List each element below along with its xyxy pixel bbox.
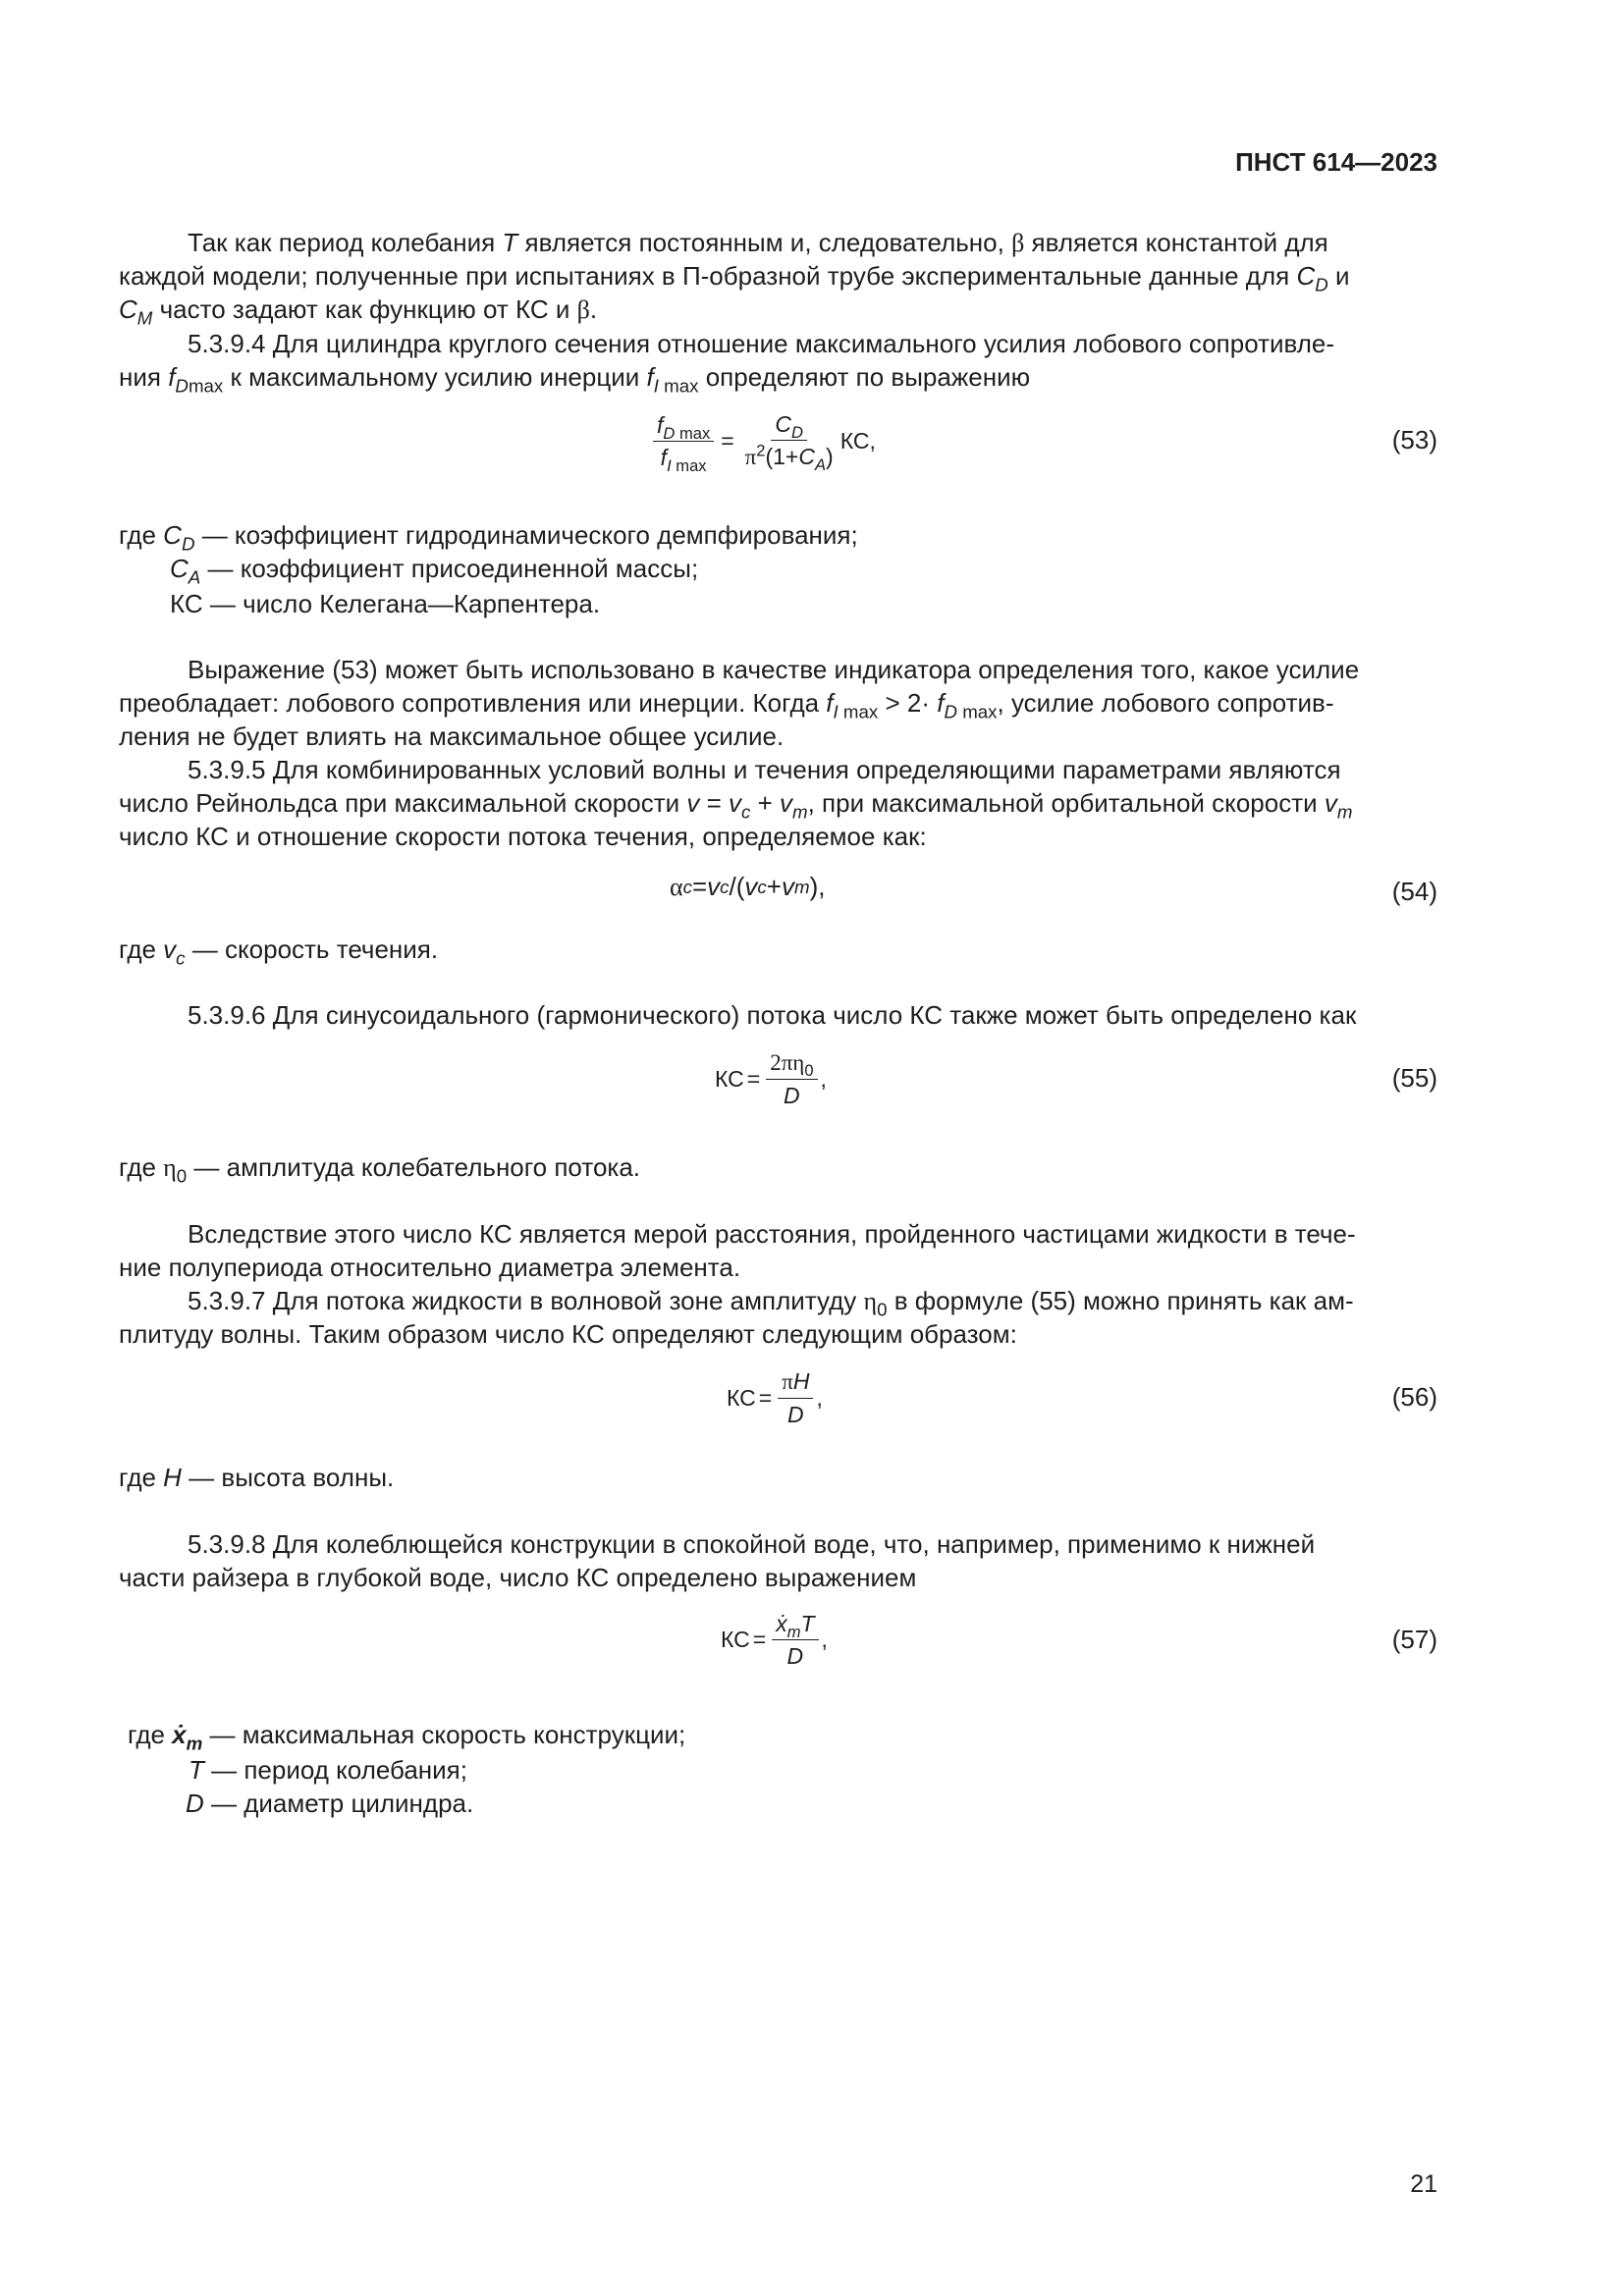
para7-line2: плитуду волны. Таким образом число КС определяют следующим образом:	[119, 1319, 1017, 1349]
para4-line3: число КС и отношение скорости потока течения, определяемое как:	[119, 822, 927, 851]
para1-line1: Так как период колебания T является постоянным и, следовательно, β является константой для	[188, 228, 1328, 257]
equation-53: $\frac{f_{D max}}{f_{I max}}$ = $\frac{C_D}{\pi^2(1+C_A)}$ КС,	[650, 410, 876, 471]
eq53-coefficient: $\frac{C_D}{\pi^2(1+C_A)}$	[744, 411, 834, 474]
para3-line3: ления не будет влиять на максимальное общее усилие.	[119, 721, 785, 751]
para8-line2: части райзера в глубокой воде, число КС определено выражением	[119, 1563, 917, 1592]
equation-number-54: (54)	[1391, 877, 1437, 906]
equation-57: КС = $\frac{ẋ_mT}{D}$ ,	[721, 1611, 828, 1669]
where55-row: где $\eta_0$ — амплитуда колебательного потока.	[119, 1152, 641, 1187]
para7-line1: 5.3.9.7 Для потока жидкости в волновой зоне амплитуду $\eta_0$ в формуле (55) можно принять как ам-	[188, 1286, 1354, 1320]
where53-row2: $C_A$ — коэффициент присоединенной массы;	[170, 554, 699, 588]
para2-line2: ния $f_{Dmax}$ к максимальному усилию инерции $f_{I max}$ определяют по выражению	[119, 362, 1031, 397]
equation-number-57: (57)	[1391, 1625, 1437, 1654]
equation-56: КС = $\frac{\pi H}{D}$ ,	[727, 1368, 823, 1427]
para2-line1: 5.3.9.4 Для цилиндра круглого сечения отношение максимального усилия лобового сопротивле-	[188, 329, 1335, 358]
para4-line1: 5.3.9.5 Для комбинированных условий волны и течения определяющими параметрами являются	[188, 755, 1341, 784]
document-id: ПНСТ 614—2023	[1235, 147, 1437, 177]
para4-line2: число Рейнольдса при максимальной скорости $v = v_c + v_m$, при максимальной орбитальной скорости $v_m$	[119, 788, 1353, 823]
para1-line3: $C_M$ часто задают как функцию от КС и β.	[119, 294, 598, 329]
equation-number-53: (53)	[1391, 425, 1437, 454]
where57-row2: T — период колебания;	[189, 1755, 467, 1785]
para3-line2: преобладает: лобового сопротивления или инерции. Когда $f_{I max} > 2\cdot f_{D max}$, усилие лобового сопротив-	[119, 688, 1334, 722]
eq55-fraction: $\frac{2\pi\eta_0}{D}$	[766, 1048, 817, 1109]
where56-row: где H — высота волны.	[119, 1463, 395, 1492]
para8-line1: 5.3.9.8 Для колеблющейся конструкции в спокойной воде, что, например, применимо к нижней	[188, 1529, 1316, 1559]
equation-number-55: (55)	[1391, 1063, 1437, 1093]
page-number: 21	[1410, 2170, 1437, 2198]
where57-row3: D — диаметр цилиндра.	[186, 1789, 474, 1818]
para5-line1: 5.3.9.6 Для синусоидального (гармонического) потока число КС также может быть определено как	[188, 1000, 1357, 1030]
eq56-fraction: $\frac{\pi H}{D}$	[778, 1367, 813, 1428]
para6-line2: ние полупериода относительно диаметра элемента.	[119, 1253, 741, 1282]
para3-line1: Выражение (53) может быть использовано в качестве индикатора определения того, какое усилие	[188, 655, 1360, 684]
equation-54: α c = v c /( v c + v m ),	[670, 872, 826, 901]
where53-row1: где $C_D$ — коэффициент гидродинамического демпфирования;	[119, 520, 858, 555]
where54-row: где $v_c$ — скорость течения.	[119, 934, 439, 969]
where57-row1: где ẋ$_m$ — максимальная скорость конструкции;	[128, 1720, 686, 1754]
para1-line2: каждой модели; полученные при испытаниях в П-образной трубе экспериментальные данные для $C_D$ и	[119, 261, 1350, 295]
equation-number-56: (56)	[1391, 1382, 1437, 1412]
eq53-ratio: $\frac{f_{D max}}{f_{I max}}$	[653, 411, 714, 471]
equation-55: КС = $\frac{2\pi\eta_0}{D}$ ,	[715, 1050, 827, 1108]
para6-line1: Вследствие этого число КС является мерой расстояния, пройденного частицами жидкости в тече-	[188, 1219, 1356, 1249]
eq57-fraction: $\frac{ẋ_mT}{D}$	[772, 1610, 818, 1670]
where53-row3: КС — число Келегана—Карпентера.	[170, 589, 601, 618]
